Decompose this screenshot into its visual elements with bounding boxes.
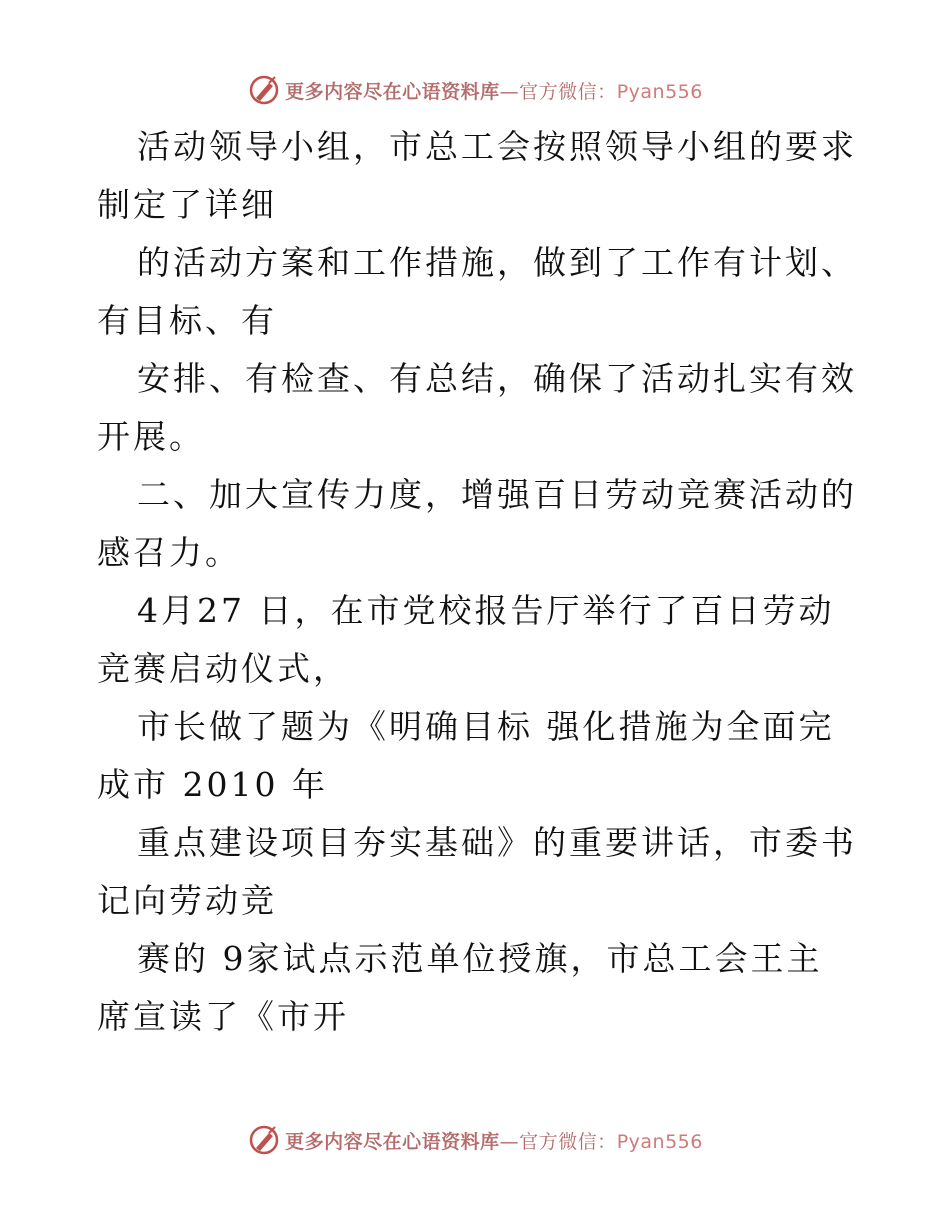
- watermark-dash: —: [499, 80, 520, 103]
- pen-logo-icon: [247, 1123, 281, 1157]
- watermark-text: [285, 77, 703, 104]
- paragraph: 赛的 9家试点示范单位授旗，市总工会王主席宣读了《市开: [97, 939, 823, 1036]
- header-watermark: [0, 70, 950, 110]
- paragraph: 活动领导小组，市总工会按照领导小组的要求制定了详细: [97, 127, 857, 224]
- paragraph: 重点建设项目夯实基础》的重要讲话，市委书记向劳动竞: [97, 823, 857, 920]
- watermark-text: [285, 1127, 703, 1154]
- paragraph: 4月27 日，在市党校报告厅举行了百日劳动竞赛启动仪式，: [97, 591, 835, 688]
- watermark-label: 官方微信：: [519, 1130, 617, 1153]
- watermark-brand: 更多内容尽在心语资料库: [285, 1130, 500, 1153]
- watermark-dash: —: [499, 1130, 520, 1153]
- pen-logo-icon: [247, 73, 281, 107]
- paragraph: 安排、有检查、有总结，确保了活动扎实有效开展。: [97, 359, 857, 456]
- paragraph: 市长做了题为《明确目标 强化措施为全面完成市 2010 年: [97, 707, 835, 804]
- watermark-id: Pyan556: [616, 80, 703, 103]
- watermark-id: Pyan556: [616, 1130, 703, 1153]
- watermark-label: 官方微信：: [519, 80, 617, 103]
- paragraph: 二、加大宣传力度，增强百日劳动竞赛活动的感召力。: [97, 475, 857, 572]
- paragraph: 的活动方案和工作措施，做到了工作有计划、有目标、有: [97, 243, 857, 340]
- watermark-brand: 更多内容尽在心语资料库: [285, 80, 500, 103]
- document-body: [97, 118, 857, 1046]
- footer-watermark: [0, 1120, 950, 1160]
